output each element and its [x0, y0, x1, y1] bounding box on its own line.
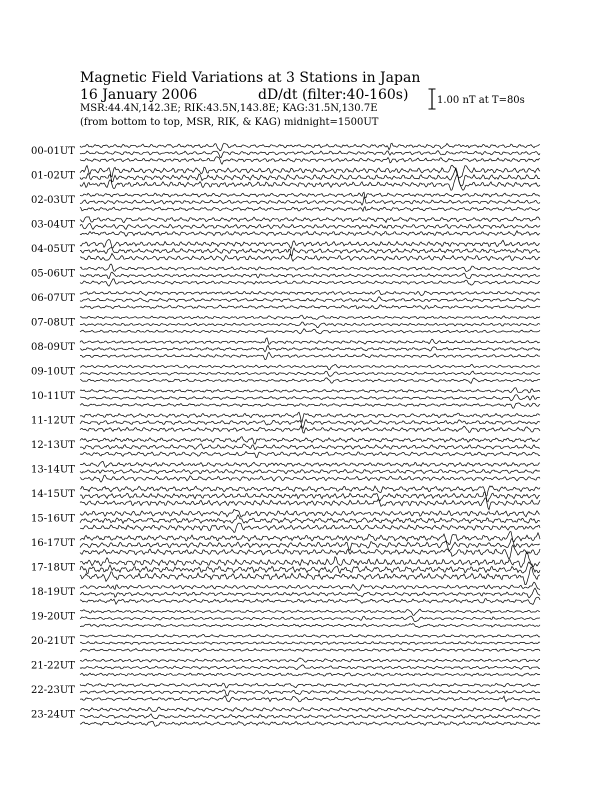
trace-11-12UT-MSR — [80, 426, 540, 433]
trace-19-20UT-KAG — [80, 609, 540, 615]
trace-16-17UT-RIK — [80, 538, 540, 551]
row-label-23-24UT: 23-24UT — [31, 709, 75, 721]
chart-title: Magnetic Field Variations at 3 Stations in Japan — [80, 70, 421, 86]
station-coordinates: MSR:44.4N,142.3E; RIK:43.5N,143.8E; KAG:31.5N,130.7E — [80, 103, 378, 114]
trace-00-01UT-KAG — [80, 143, 540, 151]
trace-22-23UT-RIK — [80, 690, 540, 696]
row-label-19-20UT: 19-20UT — [31, 611, 75, 623]
trace-04-05UT-RIK — [80, 248, 540, 256]
trace-07-08UT-KAG — [80, 315, 540, 319]
trace-04-05UT-KAG — [80, 240, 540, 249]
trace-02-03UT-KAG — [80, 192, 540, 197]
trace-18-19UT-MSR — [80, 597, 540, 604]
row-label-05-06UT: 05-06UT — [31, 268, 75, 280]
trace-23-24UT-RIK — [80, 714, 540, 719]
row-label-13-14UT: 13-14UT — [31, 464, 75, 476]
trace-20-21UT-RIK — [80, 642, 540, 645]
trace-14-15UT-MSR — [80, 498, 540, 510]
trace-00-01UT-RIK — [80, 151, 540, 158]
trace-16-17UT-KAG — [80, 532, 540, 545]
trace-22-23UT-MSR — [80, 696, 540, 702]
row-label-08-09UT: 08-09UT — [31, 342, 75, 353]
trace-01-02UT-KAG — [80, 165, 540, 178]
trace-01-02UT-RIK — [80, 168, 540, 186]
chart-filter: dD/dt (filter:40-160s) — [258, 87, 409, 103]
row-label-11-12UT: 11-12UT — [31, 415, 75, 427]
trace-10-11UT-RIK — [80, 395, 540, 401]
trace-19-20UT-MSR — [80, 624, 540, 628]
trace-21-22UT-KAG — [80, 658, 540, 662]
trace-12-13UT-KAG — [80, 437, 540, 444]
trace-08-09UT-RIK — [80, 345, 540, 351]
row-label-15-16UT: 15-16UT — [31, 513, 75, 525]
trace-22-23UT-KAG — [80, 683, 540, 688]
row-label-14-15UT: 14-15UT — [31, 489, 75, 500]
chart-date: 16 January 2006 — [80, 87, 198, 103]
trace-02-03UT-RIK — [80, 197, 540, 205]
trace-18-19UT-KAG — [80, 582, 540, 590]
row-label-06-07UT: 06-07UT — [31, 293, 75, 304]
row-label-16-17UT: 16-17UT — [31, 538, 75, 549]
trace-06-07UT-KAG — [80, 291, 540, 296]
scale-label: 1.00 nT at T=80s — [437, 95, 525, 106]
trace-06-07UT-MSR — [80, 305, 540, 309]
trace-17-18UT-KAG — [80, 552, 540, 568]
trace-18-19UT-RIK — [80, 588, 540, 598]
trace-13-14UT-RIK — [80, 469, 540, 474]
trace-17-18UT-RIK — [80, 562, 540, 574]
trace-16-17UT-MSR — [80, 545, 540, 559]
row-label-10-11UT: 10-11UT — [31, 391, 75, 402]
row-label-21-22UT: 21-22UT — [31, 660, 75, 672]
row-label-07-08UT: 07-08UT — [31, 317, 75, 329]
trace-14-15UT-RIK — [80, 492, 540, 502]
trace-20-21UT-KAG — [80, 634, 540, 637]
trace-05-06UT-KAG — [80, 264, 540, 271]
trace-03-04UT-KAG — [80, 217, 540, 223]
trace-08-09UT-KAG — [80, 338, 540, 345]
trace-07-08UT-MSR — [80, 329, 540, 334]
trace-19-20UT-RIK — [80, 616, 540, 622]
row-label-18-19UT: 18-19UT — [31, 587, 75, 598]
row-label-22-23UT: 22-23UT — [31, 685, 75, 696]
trace-12-13UT-MSR — [80, 452, 540, 458]
trace-09-10UT-KAG — [80, 364, 540, 370]
trace-04-05UT-MSR — [80, 254, 540, 262]
row-label-01-02UT: 01-02UT — [31, 170, 75, 182]
trace-07-08UT-RIK — [80, 322, 540, 328]
trace-23-24UT-MSR — [80, 721, 540, 726]
trace-00-01UT-MSR — [80, 157, 540, 165]
row-label-17-18UT: 17-18UT — [31, 562, 75, 574]
row-label-02-03UT: 02-03UT — [31, 195, 75, 206]
trace-10-11UT-MSR — [80, 403, 540, 408]
trace-12-13UT-RIK — [80, 444, 540, 450]
row-label-00-01UT: 00-01UT — [31, 146, 75, 157]
trace-15-16UT-RIK — [80, 515, 540, 524]
trace-03-04UT-MSR — [80, 231, 540, 237]
trace-11-12UT-RIK — [80, 419, 540, 428]
station-order-note: (from bottom to top, MSR, RIK, & KAG) midnight=1500UT — [80, 117, 379, 128]
trace-02-03UT-MSR — [80, 207, 540, 212]
trace-05-06UT-MSR — [80, 279, 540, 286]
trace-11-12UT-KAG — [80, 412, 540, 422]
trace-08-09UT-MSR — [80, 352, 540, 360]
row-label-03-04UT: 03-04UT — [31, 219, 75, 231]
row-label-04-05UT: 04-05UT — [31, 244, 75, 255]
trace-23-24UT-KAG — [80, 707, 540, 711]
row-label-09-10UT: 09-10UT — [31, 366, 75, 378]
trace-09-10UT-MSR — [80, 378, 540, 384]
trace-15-16UT-KAG — [80, 510, 540, 518]
trace-20-21UT-MSR — [80, 649, 540, 652]
trace-21-22UT-RIK — [80, 665, 540, 670]
trace-03-04UT-RIK — [80, 224, 540, 230]
trace-21-22UT-MSR — [80, 673, 540, 676]
row-label-12-13UT: 12-13UT — [31, 440, 75, 451]
trace-10-11UT-KAG — [80, 388, 540, 393]
trace-13-14UT-KAG — [80, 461, 540, 467]
trace-05-06UT-RIK — [80, 272, 540, 279]
trace-09-10UT-RIK — [80, 371, 540, 376]
trace-06-07UT-RIK — [80, 297, 540, 302]
trace-13-14UT-MSR — [80, 475, 540, 482]
trace-14-15UT-KAG — [80, 486, 540, 496]
row-label-20-21UT: 20-21UT — [31, 636, 75, 647]
trace-17-18UT-MSR — [80, 567, 540, 585]
trace-15-16UT-MSR — [80, 523, 540, 532]
